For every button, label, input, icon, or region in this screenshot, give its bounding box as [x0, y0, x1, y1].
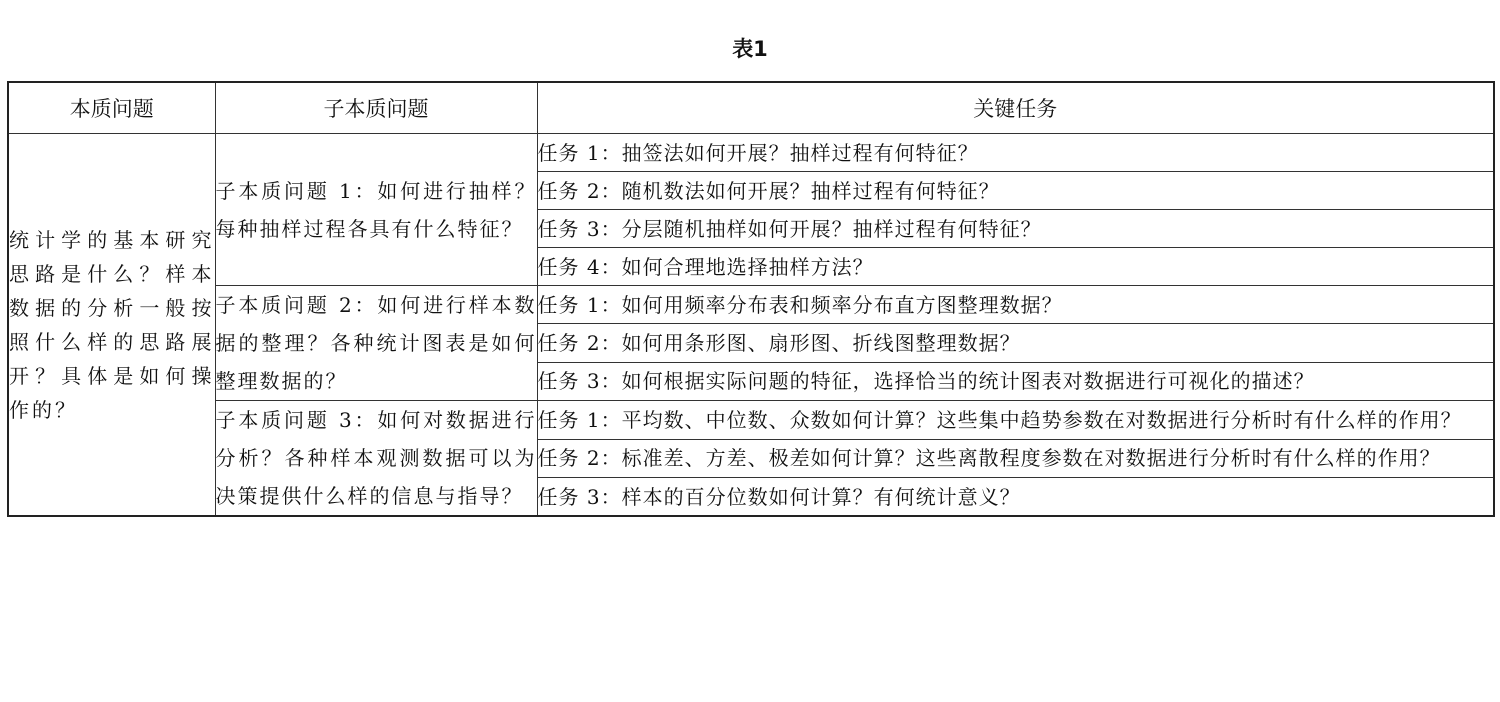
task-cell: 任务 1：如何用频率分布表和频率分布直方图整理数据？ — [537, 286, 1494, 324]
task-cell: 任务 1：抽签法如何开展？抽样过程有何特征？ — [537, 134, 1494, 172]
task-cell: 任务 3：如何根据实际问题的特征，选择恰当的统计图表对数据进行可视化的描述？ — [537, 362, 1494, 400]
header-row — [8, 82, 1494, 134]
task-cell: 任务 3：样本的百分位数如何计算？有何统计意义？ — [537, 478, 1494, 517]
task-cell: 任务 2：随机数法如何开展？抽样过程有何特征？ — [537, 172, 1494, 210]
header-sub-question: 子本质问题 — [215, 82, 537, 134]
table-caption: 表1 — [732, 37, 768, 61]
essential-questions-table — [7, 81, 1495, 517]
task-cell: 任务 2：如何用条形图、扇形图、折线图整理数据？ — [537, 324, 1494, 362]
header-key-tasks: 关键任务 — [537, 82, 1494, 134]
sub-question-2-cell: 子本质问题 2：如何进行样本数据的整理？各种统计图表是如何整理数据的？ — [215, 286, 537, 401]
task-cell: 任务 3：分层随机抽样如何开展？抽样过程有何特征？ — [537, 210, 1494, 248]
table-row — [8, 401, 1494, 440]
sub-question-3-cell: 子本质问题 3：如何对数据进行分析？各种样本观测数据可以为决策提供什么样的信息与指导？ — [215, 401, 537, 517]
core-question-cell: 统计学的基本研究思路是什么？样本数据的分析一般按照什么样的思路展开？具体是如何操作的？ — [8, 134, 215, 517]
table-row — [8, 134, 1494, 172]
task-cell: 任务 1：平均数、中位数、众数如何计算？这些集中趋势参数在对数据进行分析时有什么样的作用？ — [537, 401, 1494, 440]
sub-question-1-cell: 子本质问题 1：如何进行抽样？每种抽样过程各具有什么特征？ — [215, 134, 537, 286]
task-cell: 任务 4：如何合理地选择抽样方法？ — [537, 248, 1494, 286]
header-core-question: 本质问题 — [8, 82, 215, 134]
task-cell: 任务 2：标准差、方差、极差如何计算？这些离散程度参数在对数据进行分析时有什么样的作用？ — [537, 439, 1494, 478]
table-row — [8, 286, 1494, 324]
